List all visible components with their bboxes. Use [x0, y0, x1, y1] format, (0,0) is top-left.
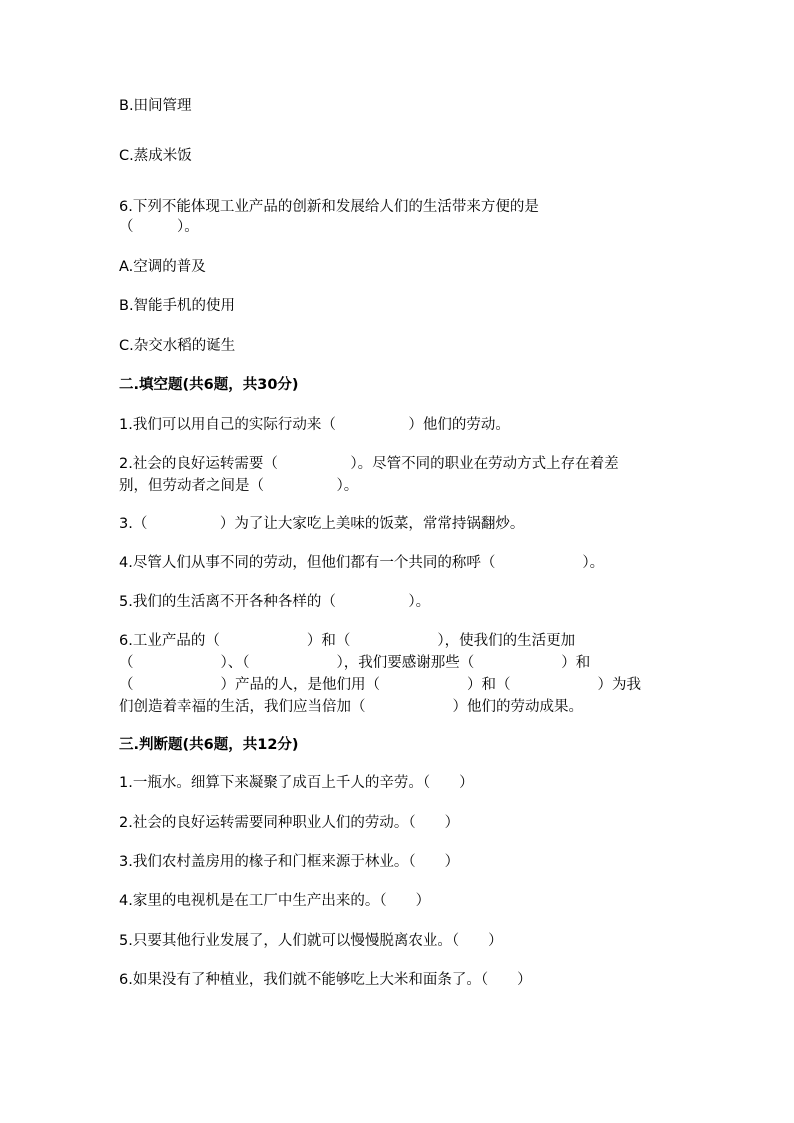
- judge-item-5: 5.只要其他行业发展了，人们就可以慢慢脱离农业。（ ）: [119, 933, 503, 949]
- fill-item-6-line1: 6.工业产品的（ ）和（ ），使我们的生活更加: [119, 633, 576, 649]
- fill-item-3: 3.（ ）为了让大家吃上美味的饭菜，常常持锅翻炒。: [119, 516, 525, 532]
- judge-item-1: 1.一瓶水。细算下来凝聚了成百上千人的辛劳。（ ）: [119, 775, 474, 791]
- section2-heading: 二.填空题(共6题，共30分): [119, 377, 299, 393]
- judge-item-6: 6.如果没有了种植业，我们就不能够吃上大米和面条了。（ ）: [119, 972, 532, 988]
- judge-item-3: 3.我们农村盖房用的椽子和门框来源于林业。（ ）: [119, 854, 460, 870]
- q6-stem-line1: 6.下列不能体现工业产品的创新和发展给人们的生活带来方便的是: [119, 199, 539, 215]
- fill-item-6-line3: （ ）产品的人，是他们用（ ）和（ ）为我: [119, 677, 641, 693]
- q6-stem-line2: （ ）。: [119, 219, 199, 235]
- fill-item-1: 1.我们可以用自己的实际行动来（ ）他们的劳动。: [119, 417, 510, 433]
- fill-item-2-line1: 2.社会的良好运转需要（ ）。尽管不同的职业在劳动方式上存在着差: [119, 456, 619, 472]
- q6-option-c: C.杂交水稻的诞生: [119, 338, 236, 354]
- q6-option-a: A.空调的普及: [119, 259, 206, 275]
- q6-option-b: B.智能手机的使用: [119, 298, 236, 314]
- q5-option-c: C.蒸成米饭: [119, 148, 192, 164]
- fill-item-6-line2: （ ）、（ ），我们要感谢那些（ ）和: [119, 655, 591, 671]
- judge-item-2: 2.社会的良好运转需要同种职业人们的劳动。（ ）: [119, 815, 460, 831]
- fill-item-4: 4.尽管人们从事不同的劳动，但他们都有一个共同的称呼（ ）。: [119, 555, 605, 571]
- judge-item-4: 4.家里的电视机是在工厂中生产出来的。（ ）: [119, 893, 431, 909]
- section3-heading: 三.判断题(共6题，共12分): [119, 737, 299, 753]
- fill-item-6-line4: 们创造着幸福的生活，我们应当倍加（ ）他们的劳动成果。: [119, 699, 583, 715]
- fill-item-2-line2: 别，但劳动者之间是（ ）。: [119, 478, 359, 494]
- q5-option-b: B.田间管理: [119, 98, 192, 114]
- fill-item-5: 5.我们的生活离不开各种各样的（ ）。: [119, 594, 431, 610]
